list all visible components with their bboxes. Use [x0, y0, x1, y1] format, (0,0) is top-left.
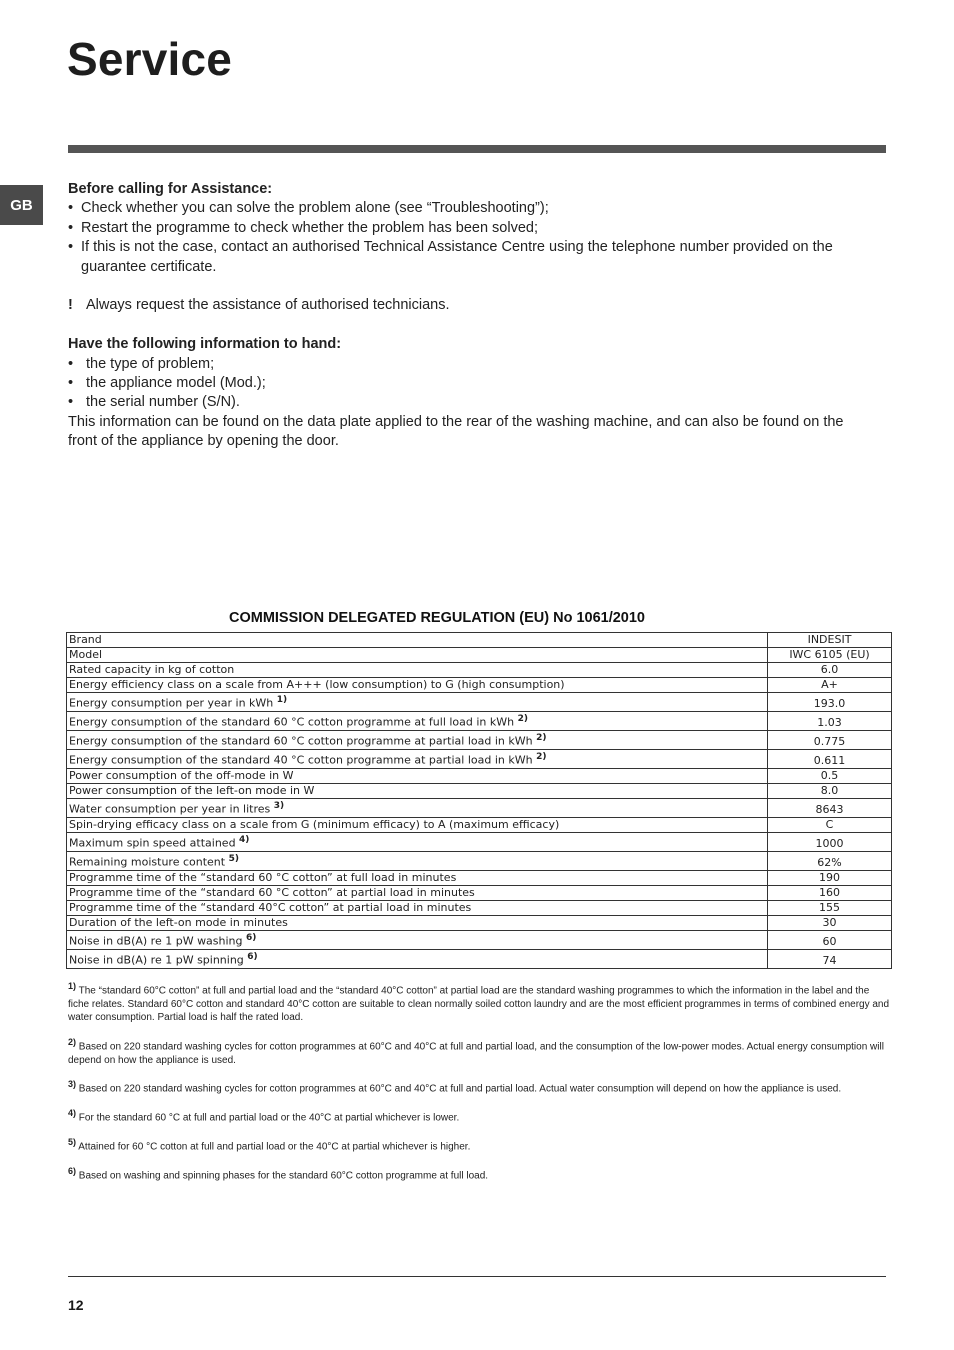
table-row	[67, 833, 892, 852]
table-row	[67, 648, 892, 663]
title-rule	[68, 145, 886, 153]
row-value: 155	[768, 901, 892, 916]
footnote-ref: 2)	[536, 752, 547, 763]
footnote-text: Based on washing and spinning phases for the standard 60°C cotton programme at full load.	[78, 1169, 489, 1181]
row-value: 6.0	[768, 663, 892, 678]
table-row	[67, 784, 892, 799]
footnote-mark: 6)	[68, 1165, 77, 1176]
list-item	[68, 393, 868, 412]
row-value: 193.0	[768, 693, 892, 712]
bullet-icon: •	[68, 219, 74, 236]
row-label: Remaining moisture content $^{5)}$	[67, 852, 768, 871]
footnote-ref: 1)	[276, 695, 288, 706]
row-label: Energy consumption of the standard 40 °C cotton programme at partial load in kWh $^{2)}$	[67, 750, 768, 769]
row-label: Energy consumption per year in kWh $^{1)}$	[67, 693, 768, 712]
footnote	[68, 1136, 890, 1154]
assistance-heading: Before calling for Assistance:	[68, 181, 273, 197]
footnotes	[68, 980, 890, 1193]
footnote-ref: 2)	[536, 733, 547, 744]
bullet-icon: •	[68, 239, 74, 256]
table-row	[67, 633, 892, 648]
table-row	[67, 731, 892, 750]
row-label: Programme time of the “standard 60 °C cotton” at full load in minutes	[67, 871, 768, 886]
row-label: Energy consumption of the standard 60 °C cotton programme at full load in kWh $^{2)}$	[67, 712, 768, 731]
row-value: 8643	[768, 799, 892, 818]
table-row	[67, 769, 892, 784]
information-item-text: the appliance model (Mod.);	[86, 375, 266, 392]
bullet-icon: •	[68, 394, 74, 411]
row-value: 160	[768, 886, 892, 901]
bottom-rule	[68, 1276, 886, 1277]
table-row	[67, 901, 892, 916]
footnote-mark: 2)	[68, 1036, 77, 1047]
row-label: Maximum spin speed attained $^{4)}$	[67, 833, 768, 852]
list-item	[68, 199, 868, 218]
footnote-text: The “standard 60°C cotton” at full and partial load and the “standard 40°C cotton” at partial load are the standard washing programmes to which the information in the label and the fiche relates. Standard 60°C cotton and standard 40°C cotton are suitable to clean normally soiled cotton laundry and are the most efficient programmes in terms of combined energy and water consumption. Partial load is half the rated load.	[68, 985, 890, 1024]
row-value: 1000	[768, 833, 892, 852]
regulation-title: COMMISSION DELEGATED REGULATION (EU) No 1061/2010	[229, 610, 645, 626]
table-row	[67, 871, 892, 886]
footnote-ref: 6)	[246, 933, 257, 944]
row-value: 1.03	[768, 712, 892, 731]
warning-text: Always request the assistance of authorised technicians.	[86, 297, 450, 314]
row-label: Programme time of the “standard 40°C cotton” at partial load in minutes	[67, 901, 768, 916]
row-label: Spin-drying efficacy class on a scale from G (minimum efficacy) to A (maximum efficacy)	[67, 818, 768, 833]
table-row	[67, 750, 892, 769]
footnote-mark: 1)	[68, 981, 77, 991]
table-row	[67, 931, 892, 950]
row-label: Duration of the left-on mode in minutes	[67, 916, 768, 931]
assistance-list	[68, 199, 868, 277]
row-label: Model	[67, 648, 768, 663]
footnote	[68, 1107, 890, 1125]
regulation-table	[66, 632, 892, 969]
table-row	[67, 712, 892, 731]
table-row	[67, 663, 892, 678]
table-row	[67, 950, 892, 969]
information-list	[68, 355, 868, 413]
footnote-ref: 2)	[517, 714, 529, 725]
footnote-mark: 4)	[68, 1107, 77, 1118]
row-value: 0.5	[768, 769, 892, 784]
row-value: 0.775	[768, 731, 892, 750]
list-item	[68, 355, 868, 374]
footnote-mark: 3)	[68, 1079, 77, 1090]
footnote	[68, 1036, 890, 1067]
row-value: 30	[768, 916, 892, 931]
footnote-text: For the standard 60 °C at full and partial load or the 40°C at partial whichever is lower.	[78, 1112, 460, 1124]
information-item-text: the type of problem;	[86, 355, 215, 372]
row-value: A+	[768, 678, 892, 693]
table-row	[67, 693, 892, 712]
row-label: Energy efficiency class on a scale from A+++ (low consumption) to G (high consumption)	[67, 678, 768, 693]
row-label: Power consumption of the off-mode in W	[67, 769, 768, 784]
row-value: IWC 6105 (EU)	[768, 648, 892, 663]
table-row	[67, 916, 892, 931]
data-plate-note: This information can be found on the data plate applied to the rear of the washing machine, and can also be found on the front of the appliance by opening the door.	[68, 413, 844, 450]
assistance-item-text: If this is not the case, contact an authorised Technical Assistance Centre using the telephone number provided on the guarantee certificate.	[81, 239, 833, 275]
warning-note	[68, 296, 868, 315]
row-value: 60	[768, 931, 892, 950]
row-value: C	[768, 818, 892, 833]
row-label: Water consumption per year in litres $^{3)}$	[67, 799, 768, 818]
table-row	[67, 818, 892, 833]
language-tab: GB	[0, 185, 43, 225]
row-value: 0.611	[768, 750, 892, 769]
footnote	[68, 1165, 890, 1183]
footnote-ref: 3)	[273, 801, 285, 812]
footnote-ref: 5)	[228, 854, 239, 865]
information-heading: Have the following information to hand:	[68, 336, 342, 353]
assistance-item-text: Restart the programme to check whether the problem has been solved;	[81, 219, 538, 236]
page-number: 12	[68, 1297, 84, 1313]
footnote-ref: 4)	[239, 835, 250, 846]
list-item	[68, 374, 868, 393]
footnote-mark: 5)	[68, 1136, 77, 1147]
row-label: Brand	[67, 633, 768, 648]
footnote	[68, 980, 890, 1025]
row-value: 62%	[768, 852, 892, 871]
footnote-text: Attained for 60 °C cotton at full and partial load or the 40°C at partial whichever is higher.	[78, 1141, 471, 1153]
assistance-item-text: Check whether you can solve the problem alone (see “Troubleshooting”);	[81, 200, 549, 217]
exclamation-icon: !	[68, 297, 73, 314]
list-item	[68, 219, 868, 238]
row-label: Energy consumption of the standard 60 °C cotton programme at partial load in kWh $^{2)}$	[67, 731, 768, 750]
row-value: INDESIT	[768, 633, 892, 648]
bullet-icon: •	[68, 375, 74, 392]
row-label: Programme time of the “standard 60 °C cotton” at partial load in minutes	[67, 886, 768, 901]
footnote-text: Based on 220 standard washing cycles for cotton programmes at 60°C and 40°C at full and partial load, and the consumption of the low-power modes. Actual energy consumption will depend on how the appliance is used.	[68, 1041, 884, 1066]
table-row	[67, 799, 892, 818]
row-value: 190	[768, 871, 892, 886]
table-row	[67, 852, 892, 871]
row-label: Rated capacity in kg of cotton	[67, 663, 768, 678]
list-item	[68, 238, 868, 277]
row-value: 74	[768, 950, 892, 969]
table-row	[67, 678, 892, 693]
bullet-icon: •	[68, 200, 74, 217]
row-value: 8.0	[768, 784, 892, 799]
information-item-text: the serial number (S/N).	[86, 394, 240, 411]
row-label: Noise in dB(A) re 1 pW spinning $^{6)}$	[67, 950, 768, 969]
footnote-text: Based on 220 standard washing cycles for cotton programmes at 60°C and 40°C at full and partial load. Actual water consumption will depend on how the appliance is used.	[78, 1083, 842, 1095]
table-row	[67, 886, 892, 901]
bullet-icon: •	[68, 355, 74, 372]
footnote	[68, 1078, 890, 1096]
page-title: Service	[67, 33, 233, 85]
service-instructions	[68, 180, 868, 452]
footnote-ref: 6)	[247, 952, 258, 963]
row-label: Noise in dB(A) re 1 pW washing $^{6)}$	[67, 931, 768, 950]
row-label: Power consumption of the left-on mode in W	[67, 784, 768, 799]
